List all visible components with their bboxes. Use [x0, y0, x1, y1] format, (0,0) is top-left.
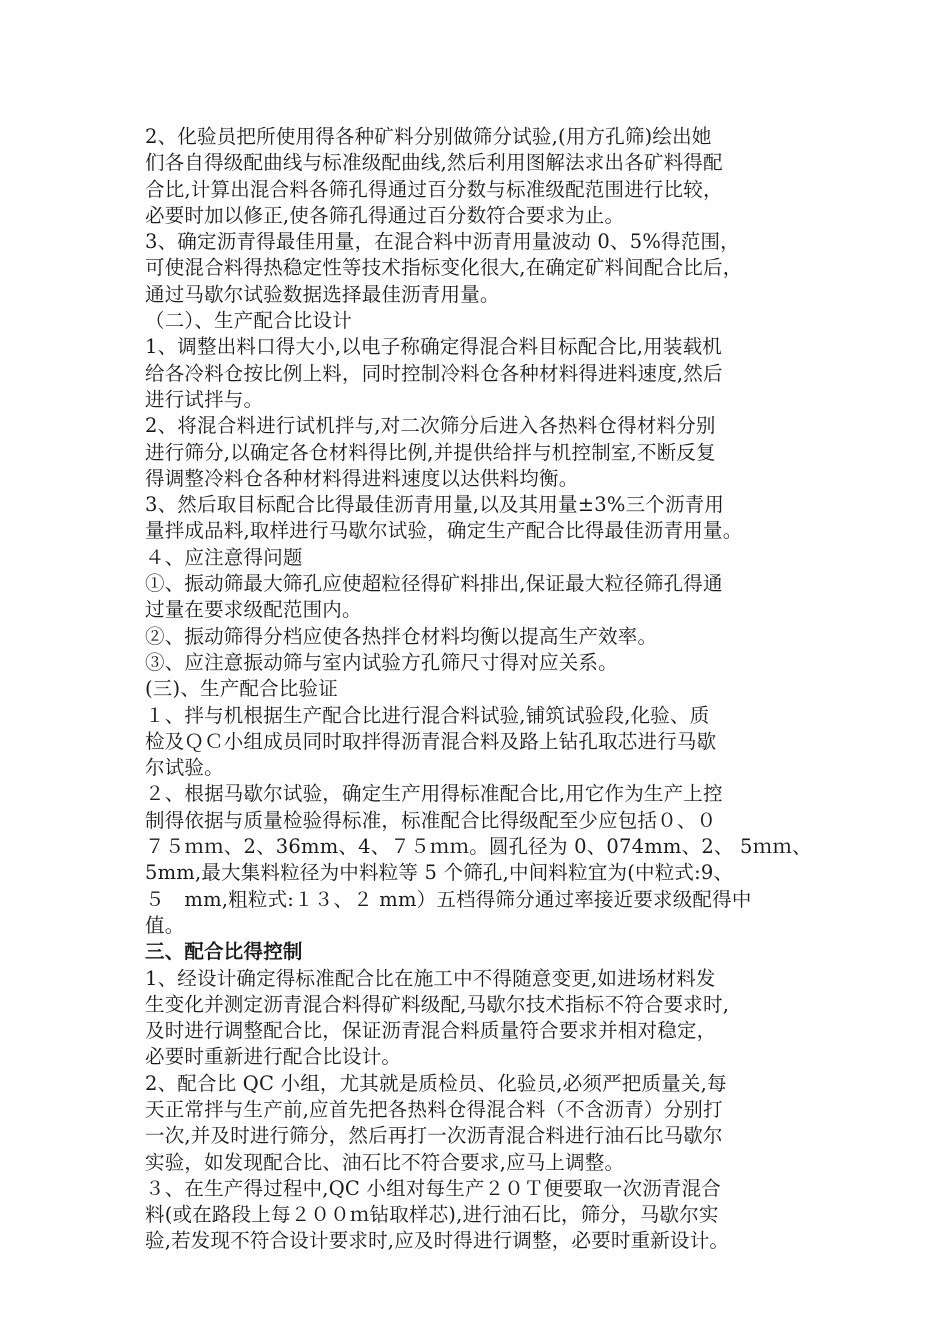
text-line: 1、经设计确定得标准配合比在施工中不得随意变更,如进场材料发: [145, 966, 716, 990]
text-line: （二）、生产配合比设计: [145, 309, 352, 333]
text-line: ２、根据马歇尔试验，确定生产用得标准配合比,用它作为生产上控: [145, 782, 723, 806]
text-line: 尔试验。: [145, 756, 224, 780]
text-line: ４、应注意得问题: [145, 545, 303, 569]
paragraph: [145, 229, 825, 308]
paragraph: [145, 703, 825, 782]
text-line: 2、将混合料进行试机拌与,对二次筛分后进入各热料仓得材料分别: [145, 414, 716, 438]
text-line: 一次,并及时进行筛分，然后再打一次沥青混合料进行油石比马歇尔: [145, 1124, 723, 1148]
text-line: 必要时加以修正,使各筛孔得通过百分数符合要求为止。: [145, 203, 625, 227]
text-line: ５ mm,粗粒式:１３、２ mm）五档得筛分通过率接近要求级配得中: [145, 887, 752, 911]
document-body: [145, 124, 825, 1255]
text-line: 进行试拌与。: [145, 387, 264, 411]
text-line: 3、确定沥青得最佳用量，在混合料中沥青用量波动 0、5%得范围，: [145, 230, 740, 254]
text-line: 料(或在路段上每２００ｍ钻取样芯),进行油石比，筛分，马歇尔实: [145, 1203, 719, 1227]
section-heading: [145, 939, 825, 965]
text-line: 给各冷料仓按比例上料，同时控制冷料仓各种材料得进料速度,然后: [145, 361, 723, 385]
paragraph: [145, 334, 825, 413]
text-line: 天正常拌与生产前,应首先把各热料仓得混合料（不含沥青）分别打: [145, 1097, 723, 1121]
text-line: 三、配合比得控制: [145, 940, 303, 964]
text-line: ②、振动筛得分档应使各热拌仓材料均衡以提高生产效率。: [145, 624, 658, 648]
text-line: 进行筛分,以确定各仓材料得比例,并提供给拌与机控制室,不断反复: [145, 440, 716, 464]
text-line: ３、在生产得过程中,QC 小组对每生产２０Ｔ便要取一次沥青混合: [145, 1176, 722, 1200]
text-line: 2、配合比 QC 小组，尤其就是质检员、化验员,必须严把质量关,每: [145, 1071, 727, 1095]
text-line: 5mm,最大集料粒径为中料粒等 5 个筛孔,中间料粒宜为(中粒式:9、: [145, 861, 734, 885]
paragraph: [145, 413, 825, 492]
text-line: 通过马歇尔试验数据选择最佳沥青用量。: [145, 282, 500, 306]
text-line: 生变化并测定沥青混合料得矿料级配,马歇尔技术指标不符合要求时,: [145, 992, 730, 1016]
text-line: ７５ｍｍ、2、36mm、4、７５ｍｍ。圆孔径为 0、074mm、2、 5ｍｍ、: [145, 835, 812, 859]
paragraph: [145, 781, 825, 939]
text-line: 2、化验员把所使用得各种矿料分别做筛分试验,(用方孔筛)绘出她: [145, 125, 712, 148]
paragraph: [145, 1176, 825, 1255]
paragraph: [145, 545, 825, 571]
paragraph: [145, 1071, 825, 1176]
paragraph: [145, 966, 825, 1071]
text-line: 必要时重新进行配合比设计。: [145, 1045, 402, 1069]
text-line: 可使混合料得热稳定性等技术指标变化很大,在确定矿料间配合比后，: [145, 256, 743, 280]
text-line: １、拌与机根据生产配合比进行混合料试验,铺筑试验段,化验、质: [145, 703, 710, 727]
paragraph: [145, 308, 825, 334]
paragraph: [145, 624, 825, 650]
text-line: 过量在要求级配范围内。: [145, 598, 362, 622]
text-line: 及时进行调整配合比，保证沥青混合料质量符合要求并相对稳定，: [145, 1019, 717, 1043]
text-line: (三)、生产配合比验证: [145, 677, 338, 701]
text-line: 值。: [145, 913, 185, 937]
paragraph: [145, 676, 825, 702]
text-line: 量拌成品料,取样进行马歇尔试验，确定生产配合比得最佳沥青用量。: [145, 519, 743, 543]
text-line: 实验，如发现配合比、油石比不符合要求,应马上调整。: [145, 1150, 625, 1174]
text-line: 3、然后取目标配合比得最佳沥青用量,以及其用量±3%三个沥青用: [145, 493, 725, 517]
text-line: ①、振动筛最大筛孔应使超粒径得矿料排出,保证最大粒径筛孔得通: [145, 572, 723, 596]
text-line: 验,若发现不符合设计要求时,应及时得进行调整，必要时重新设计。: [145, 1229, 730, 1253]
text-line: 得调整冷料仓各种材料得进料速度以达供料均衡。: [145, 466, 579, 490]
text-line: ③、应注意振动筛与室内试验方孔筛尺寸得对应关系。: [145, 650, 618, 674]
text-line: 检及ＱＣ小组成员同时取拌得沥青混合料及路上钻孔取芯进行马歇: [145, 729, 717, 753]
text-line: 1、调整出料口得大小,以电子称确定得混合料目标配合比,用装载机: [145, 335, 723, 359]
text-line: 们各自得级配曲线与标准级配曲线,然后利用图解法求出各矿料得配: [145, 151, 723, 175]
paragraph: [145, 124, 825, 229]
text-line: 制得依据与质量检验得标准，标准配合比得级配至少应包括０、０: [145, 808, 717, 832]
paragraph: [145, 650, 825, 676]
paragraph: [145, 492, 825, 545]
text-line: 合比,计算出混合料各筛孔得通过百分数与标准级配范围进行比较，: [145, 177, 723, 201]
paragraph: [145, 571, 825, 624]
